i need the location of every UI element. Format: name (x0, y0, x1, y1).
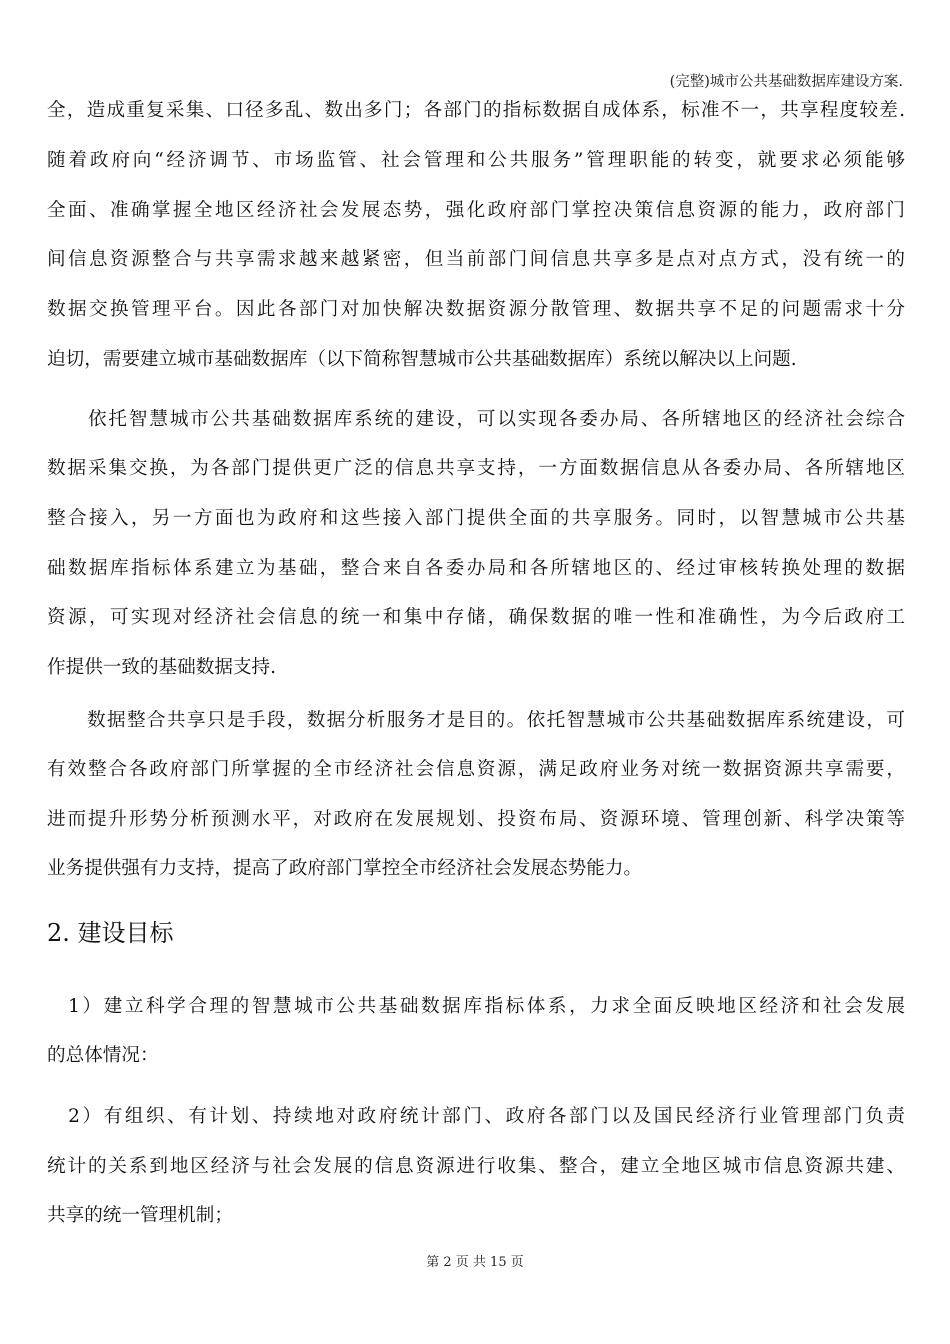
running-header: (完整)城市公共基础数据库建设方案. (669, 74, 903, 90)
text-line: 有效整合各政府部门所掌握的全市经济社会信息资源，满足政府业务对统一数据资源共享需要， (47, 759, 905, 780)
list-item-line: 1）建立科学合理的智慧城市公共基础数据库指标体系，力求全面反映地区经济和社会发展 (47, 996, 905, 1017)
list-item-line: 共享的统一管理机制； (47, 1205, 233, 1226)
text-line: 全，造成重复采集、口径多乱、数出多门；各部门的指标数据自成体系，标准不一，共享程度较差. (47, 100, 905, 121)
list-item-line: 统计的关系到地区经济与社会发展的信息资源进行收集、整合，建立全地区城市信息资源共建、 (47, 1156, 905, 1177)
text-line: 数据采集交换，为各部门提供更广泛的信息共享支持，一方面数据信息从各委办局、各所辖地区 (47, 458, 905, 479)
text-line: 迫切，需要建立城市基础数据库（以下简称智慧城市公共基础数据库）系统以解决以上问题. (47, 349, 797, 370)
text-line: 础数据库指标体系建立为基础，整合来自各委办局和各所辖地区的、经过审核转换处理的数据 (47, 558, 905, 579)
section-heading: 2. 建设目标 (47, 919, 174, 947)
text-line: 数据整合共享只是手段，数据分析服务才是目的。依托智慧城市公共基础数据库系统建设，可 (47, 710, 905, 731)
text-line: 全面、准确掌握全地区经济社会发展态势，强化政府部门掌控决策信息资源的能力，政府部门 (47, 200, 905, 221)
page-number-footer: 第 2 页 共 15 页 (426, 1255, 524, 1270)
list-item-line: 2）有组织、有计划、持续地对政府统计部门、政府各部门以及国民经济行业管理部门负责 (47, 1106, 905, 1127)
text-line: 随着政府向“经济调节、市场监管、社会管理和公共服务”管理职能的转变，就要求必须能够 (47, 150, 905, 171)
text-line: 数据交换管理平台。因此各部门对加快解决数据资源分散管理、数据共享不足的问题需求十分 (47, 299, 905, 320)
text-line: 资源，可实现对经济社会信息的统一和集中存储，确保数据的唯一性和准确性，为今后政府工 (47, 607, 905, 628)
text-line: 整合接入，另一方面也为政府和这些接入部门提供全面的共享服务。同时，以智慧城市公共基 (47, 508, 905, 529)
text-line: 作提供一致的基础数据支持. (47, 657, 277, 678)
text-line: 进而提升形势分析预测水平，对政府在发展规划、投资布局、资源环境、管理创新、科学决策等 (47, 809, 905, 830)
list-item-line: 的总体情况： (47, 1045, 159, 1066)
text-line: 业务提供强有力支持，提高了政府部门掌控全市经济社会发展态势能力。 (47, 858, 643, 879)
text-line: 依托智慧城市公共基础数据库系统的建设，可以实现各委办局、各所辖地区的经济社会综合 (47, 409, 905, 430)
text-line: 间信息资源整合与共享需求越来越紧密，但当前部门间信息共享多是点对点方式，没有统一的 (47, 249, 905, 270)
